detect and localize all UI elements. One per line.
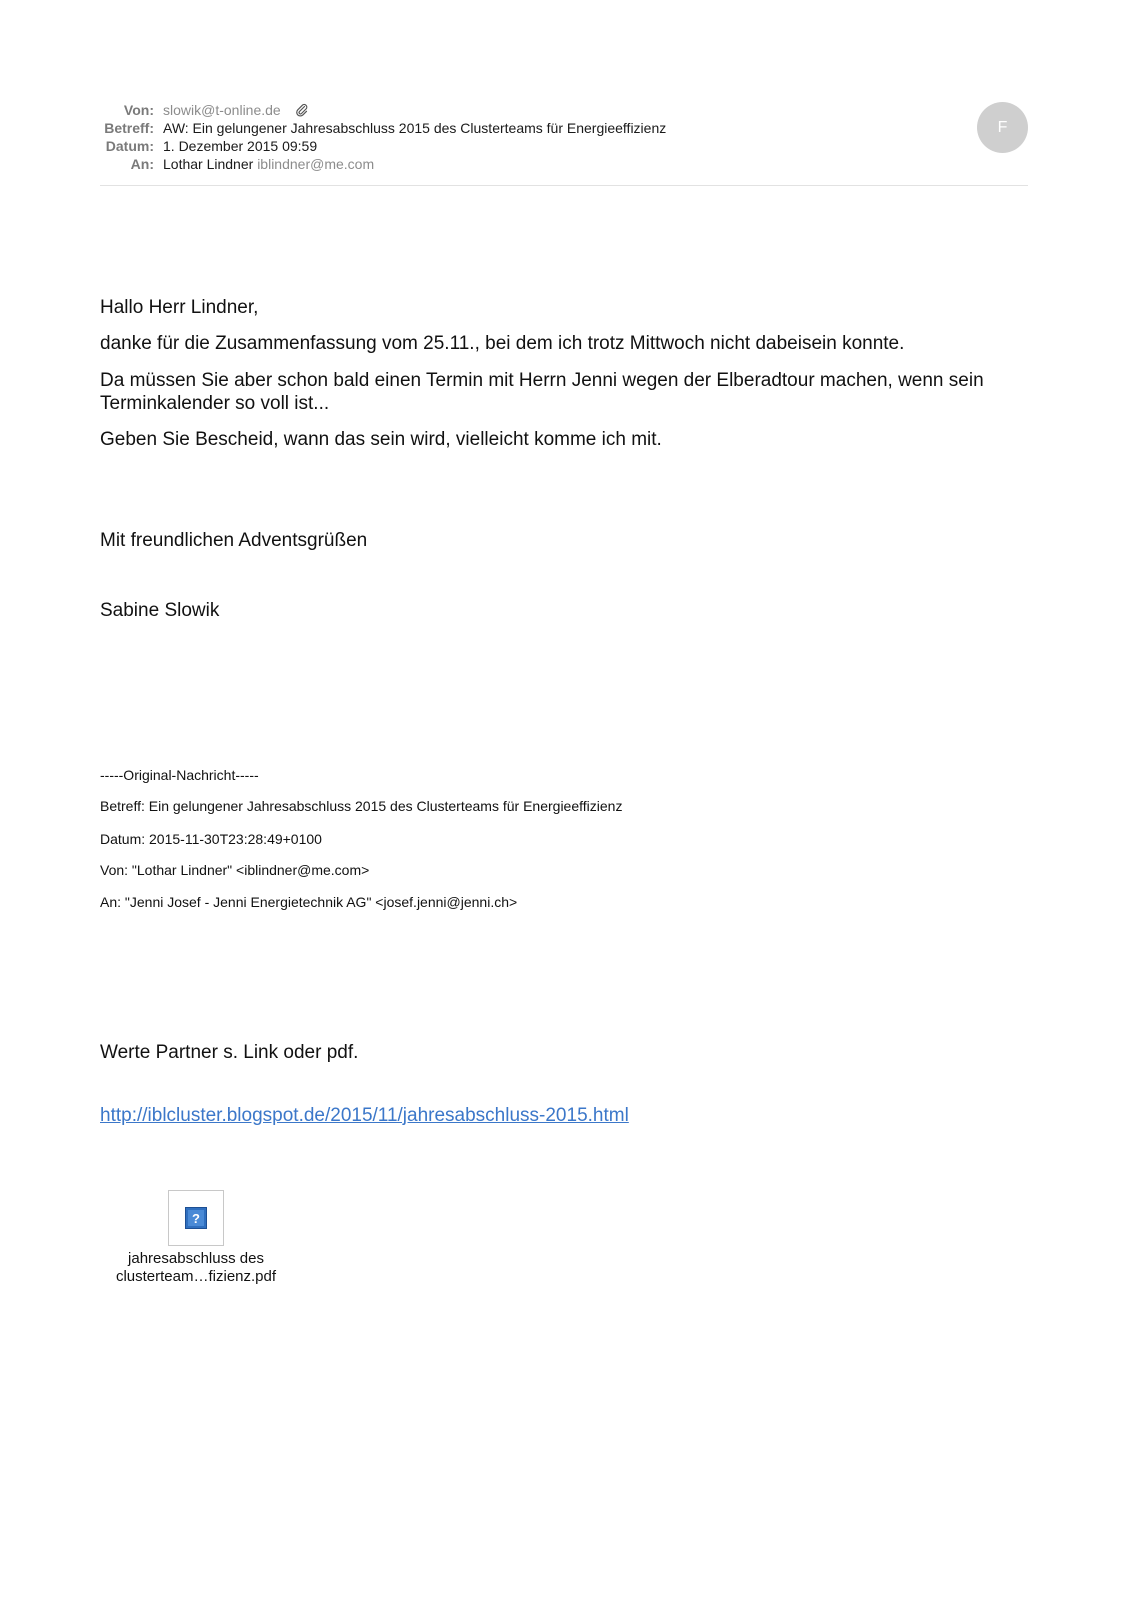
attachment-name-line-1: jahresabschluss des — [128, 1250, 264, 1267]
svg-text:?: ? — [192, 1211, 200, 1226]
body-paragraph-3: Geben Sie Bescheid, wann das sein wird, vielleicht komme ich mit. — [100, 429, 662, 450]
question-mark-icon — [185, 1207, 207, 1229]
blog-link[interactable]: http://iblcluster.blogspot.de/2015/11/jahresabschluss-2015.html — [100, 1105, 629, 1126]
original-to: An: "Jenni Josef - Jenni Energietechnik AG" <josef.jenni@jenni.ch> — [100, 894, 518, 910]
attachment-thumbnail[interactable] — [168, 1190, 224, 1246]
signature: Sabine Slowik — [100, 600, 220, 621]
to-label: An: — [130, 156, 154, 172]
from-email[interactable]: slowik@t-online.de — [163, 102, 281, 118]
sender-avatar[interactable]: F — [977, 102, 1028, 153]
date-label: Datum: — [105, 138, 154, 154]
original-date: Datum: 2015-11-30T23:28:49+0100 — [100, 831, 322, 847]
subject-value: AW: Ein gelungener Jahresabschluss 2015 des Clusterteams für Energieeffizienz — [163, 120, 667, 136]
subject-label: Betreff: — [104, 120, 154, 136]
from-label: Von: — [123, 102, 154, 118]
email-header — [100, 101, 1028, 186]
attachment-filename[interactable] — [96, 1250, 296, 1286]
to-email[interactable]: iblindner@me.com — [257, 156, 375, 172]
attachment-name-line-2: clusterteam…fizienz.pdf — [115, 1268, 277, 1285]
original-separator: -----Original-Nachricht----- — [100, 767, 259, 783]
body-paragraph-2: Da müssen Sie aber schon bald einen Termin mit Herrn Jenni wegen der Elberadtour machen, wenn sein Terminkalender so voll ist... — [100, 370, 984, 414]
original-intro: Werte Partner s. Link oder pdf. — [100, 1042, 359, 1063]
to-name[interactable]: Lothar Lindner — [163, 156, 254, 172]
original-subject: Betreff: Ein gelungener Jahresabschluss 2015 des Clusterteams für Energieeffizienz — [100, 798, 623, 814]
original-from: Von: "Lothar Lindner" <iblindner@me.com> — [100, 862, 370, 878]
greeting: Hallo Herr Lindner, — [100, 297, 259, 318]
date-value: 1. Dezember 2015 09:59 — [163, 138, 318, 154]
closing: Mit freundlichen Adventsgrüßen — [100, 530, 368, 551]
from-value[interactable] — [163, 101, 309, 121]
to-value[interactable] — [163, 155, 374, 173]
body-paragraph-1: danke für die Zusammenfassung vom 25.11., bei dem ich trotz Mittwoch nicht dabeisein konnte. — [100, 333, 905, 354]
